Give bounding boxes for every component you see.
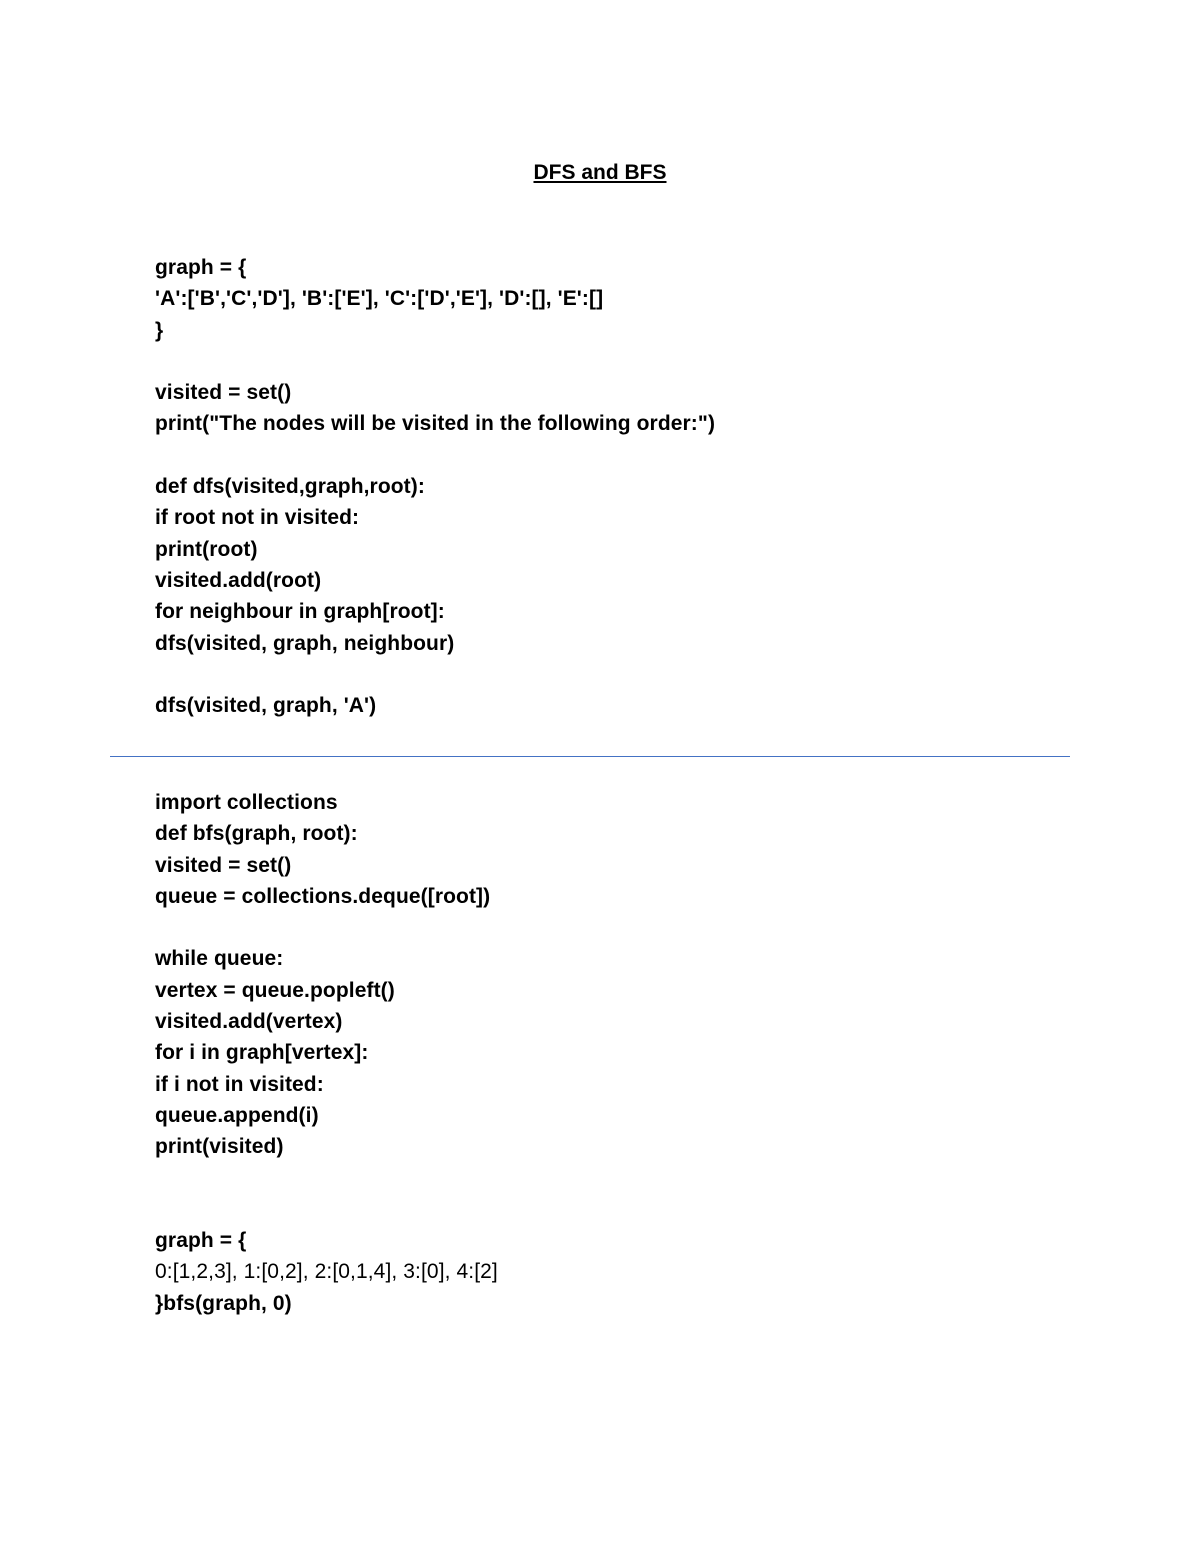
code-line: 'A':['B','C','D'], 'B':['E'], 'C':['D','E'], 'D':[], 'E':[] xyxy=(155,287,604,311)
code-line: while queue: xyxy=(155,947,284,971)
code-line: if i not in visited: xyxy=(155,1072,324,1096)
code-line: for i in graph[vertex]: xyxy=(155,1041,369,1065)
code-line: dfs(visited, graph, 'A') xyxy=(155,694,377,718)
code-line: queue = collections.deque([root]) xyxy=(155,884,491,908)
code-line: dfs(visited, graph, neighbour) xyxy=(155,631,455,655)
code-line: }bfs(graph, 0) xyxy=(155,1291,292,1315)
blank-line xyxy=(155,659,1115,690)
code-line: print("The nodes will be visited in the following order:") xyxy=(155,412,716,436)
blank-line xyxy=(155,912,1115,943)
page-title: DFS and BFS xyxy=(533,161,667,184)
code-line: if root not in visited: xyxy=(155,506,360,530)
code-line: visited = set() xyxy=(155,381,292,405)
code-line: visited.add(root) xyxy=(155,568,322,592)
code-line: visited.add(vertex) xyxy=(155,1010,343,1034)
code-line: graph = { xyxy=(155,256,247,279)
blank-line xyxy=(155,1163,1115,1194)
code-line: print(visited) xyxy=(155,1135,284,1159)
blank-line xyxy=(155,1194,1115,1225)
code-line: vertex = queue.popleft() xyxy=(155,978,395,1002)
code-line: graph = { xyxy=(155,1229,247,1253)
code-line: print(root) xyxy=(155,537,258,561)
blank-line xyxy=(155,346,1115,377)
code-line: def dfs(visited,graph,root): xyxy=(155,475,425,499)
code-line: import collections xyxy=(155,791,338,814)
dfs-code-block xyxy=(155,252,1115,721)
code-line: queue.append(i) xyxy=(155,1103,319,1127)
code-line: for neighbour in graph[root]: xyxy=(155,600,445,624)
code-line: visited = set() xyxy=(155,853,292,877)
bfs-code-block xyxy=(155,787,1115,1319)
code-line: 0:[1,2,3], 1:[0,2], 2:[0,1,4], 3:[0], 4:[2] xyxy=(155,1260,498,1284)
code-line: def bfs(graph, root): xyxy=(155,822,358,846)
section-divider xyxy=(110,756,1070,757)
blank-line xyxy=(155,440,1115,471)
code-line: } xyxy=(155,318,164,342)
